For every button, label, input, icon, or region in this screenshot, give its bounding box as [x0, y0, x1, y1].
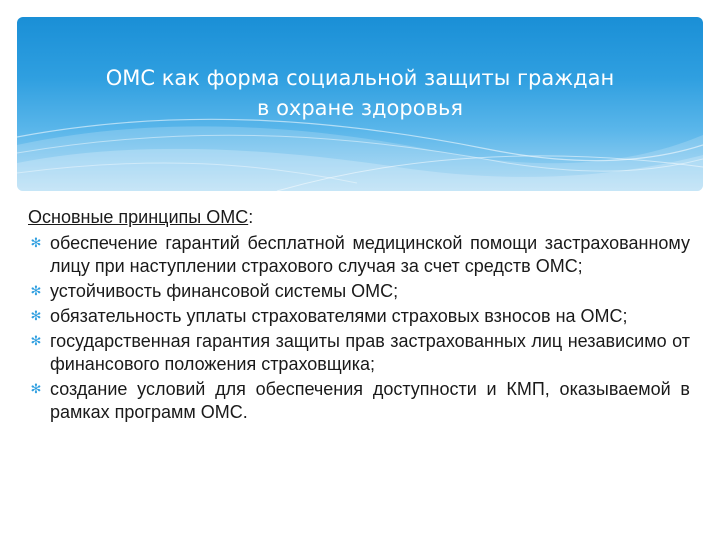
- snowflake-bullet-icon: ✻: [30, 309, 42, 324]
- list-item-text: обязательность уплаты страхователями страховых взносов на ОМС;: [50, 306, 628, 326]
- list-item-text: государственная гарантия защиты прав застрахованных лиц независимо от финансового положения страховщика;: [50, 331, 690, 374]
- snowflake-bullet-icon: ✻: [30, 334, 42, 349]
- snowflake-bullet-icon: ✻: [30, 236, 42, 251]
- list-item-text: устойчивость финансовой системы ОМС;: [50, 281, 399, 301]
- slide-title: [17, 63, 703, 123]
- section-heading-colon: :: [248, 207, 254, 227]
- content-area: [28, 206, 690, 426]
- list-item: [28, 232, 690, 278]
- list-item: [28, 378, 690, 424]
- section-heading-row: [28, 206, 690, 229]
- list-item-text: обеспечение гарантий бесплатной медицинской помощи застрахованному лицу при наступлении страхового случая за счет средств ОМС;: [50, 233, 690, 276]
- list-item: [28, 280, 690, 303]
- slide-title-line-1: ОМС как форма социальной защиты граждан: [105, 66, 615, 90]
- slide-title-line-2: в охране здоровья: [257, 96, 463, 120]
- title-banner: [17, 17, 703, 191]
- list-item: [28, 305, 690, 328]
- snowflake-bullet-icon: ✻: [30, 284, 42, 299]
- section-heading: Основные принципы ОМС: [28, 207, 249, 227]
- principles-list: [28, 232, 690, 424]
- list-item-text: создание условий для обеспечения доступности и КМП, оказываемой в рамках программ ОМС.: [50, 379, 690, 422]
- snowflake-bullet-icon: ✻: [30, 382, 42, 397]
- list-item: [28, 330, 690, 376]
